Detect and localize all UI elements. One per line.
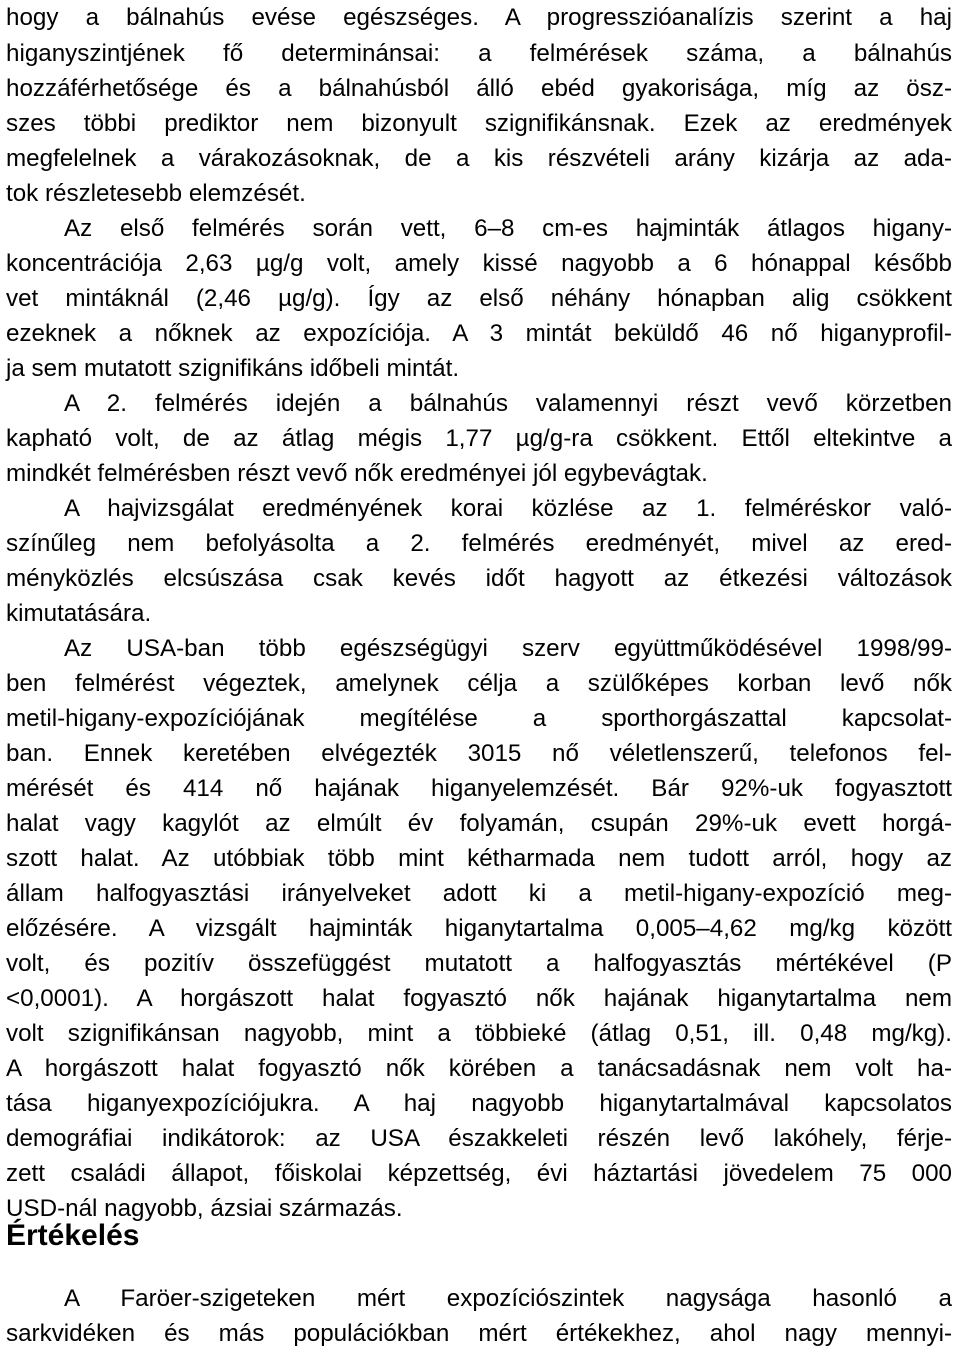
- text-line: kimutatására.: [6, 600, 152, 627]
- text-line: sarkvidéken és más populációkban mért értékekhez, ahol nagy mennyi-: [6, 1320, 952, 1347]
- text-line: ban. Ennek keretében elvégezték 3015 nő véletlenszerű, telefonos fel-: [6, 740, 952, 767]
- text-line: színűleg nem befolyásolta a 2. felmérés eredményét, mivel az ered-: [6, 530, 952, 557]
- text-line: volt, és pozitív összefüggést mutatott a halfogyasztás mértékével (P: [6, 950, 952, 977]
- text-line: hozzáférhetősége és a bálnahúsból álló ebéd gyakorisága, míg az ösz-: [6, 75, 952, 102]
- text-line: volt szignifikánsan nagyobb, mint a többieké (átlag 0,51, ill. 0,48 mg/kg).: [6, 1020, 952, 1047]
- text-line: ményközlés elcsúszása csak kevés időt hagyott az étkezési változások: [6, 565, 952, 592]
- text-line: ja sem mutatott szignifikáns időbeli mintát.: [6, 355, 460, 382]
- text-line: <0,0001). A horgászott halat fogyasztó nők hajának higanytartalma nem: [6, 985, 952, 1012]
- text-line: A 2. felmérés idején a bálnahús valamennyi részt vevő körzetben: [64, 390, 952, 417]
- text-line: halat vagy kagylót az elmúlt év folyamán, csupán 29%-uk evett horgá-: [6, 810, 952, 837]
- text-line: tása higanyexpozíciójukra. A haj nagyobb higanytartalmával kapcsolatos: [6, 1090, 952, 1117]
- text-line: állam halfogyasztási irányelveket adott ki a metil-higany-expozíció meg-: [6, 880, 952, 907]
- text-line: demográfiai indikátorok: az USA északkeleti részén levő lakóhely, férje-: [6, 1125, 952, 1152]
- text-line: hogy a bálnahús evése egészséges. A progresszióanalízis szerint a haj: [6, 4, 952, 31]
- text-line: A Faröer-szigeteken mért expozíciószintek nagysága hasonló a: [64, 1285, 952, 1312]
- text-line: szes többi prediktor nem bizonyult szignifikánsnak. Ezek az eredmények: [6, 110, 952, 137]
- text-line: vet mintáknál (2,46 µg/g). Így az első néhány hónapban alig csökkent: [6, 285, 952, 312]
- text-line: metil-higany-expozíciójának megítélése a sporthorgászattal kapcsolat-: [6, 705, 952, 732]
- text-line: A horgászott halat fogyasztó nők körében a tanácsadásnak nem volt ha-: [6, 1055, 952, 1082]
- text-line: szott halat. Az utóbbiak több mint kétharmada nem tudott arról, hogy az: [6, 845, 952, 872]
- text-line: Az USA-ban több egészségügyi szerv együttműködésével 1998/99-: [64, 635, 952, 662]
- text-line: előzésére. A vizsgált hajminták higanytartalma 0,005–4,62 mg/kg között: [6, 915, 952, 942]
- text-line: mindkét felmérésben részt vevő nők eredményei jól egybevágtak.: [6, 460, 708, 487]
- text-line: megfelelnek a várakozásoknak, de a kis részvételi arány kizárja az ada-: [6, 145, 952, 172]
- text-line: A hajvizsgálat eredményének korai közlése az 1. felméréskor való-: [64, 495, 952, 522]
- section-heading: Értékelés: [6, 1219, 140, 1252]
- text-line: higanyszintjének fő determinánsai: a felmérések száma, a bálnahús: [6, 40, 952, 67]
- text-line: ezeknek a nőknek az expozíciója. A 3 mintát beküldő 46 nő higanyprofil-: [6, 320, 952, 347]
- text-line: ben felmérést végeztek, amelynek célja a szülőképes korban levő nők: [6, 670, 952, 697]
- text-line: Az első felmérés során vett, 6–8 cm-es hajminták átlagos higany-: [64, 215, 952, 242]
- text-line: USD-nál nagyobb, ázsiai származás.: [6, 1195, 403, 1222]
- text-line: kapható volt, de az átlag mégis 1,77 µg/g-ra csökkent. Ettől eltekintve a: [6, 425, 952, 452]
- text-line: tok részletesebb elemzését.: [6, 180, 306, 207]
- text-line: koncentrációja 2,63 µg/g volt, amely kissé nagyobb a 6 hónappal később: [6, 250, 952, 277]
- text-line: zett családi állapot, főiskolai képzettség, évi háztartási jövedelem 75 000: [6, 1160, 952, 1187]
- text-line: mérését és 414 nő hajának higanyelemzését. Bár 92%-uk fogyasztott: [6, 775, 952, 802]
